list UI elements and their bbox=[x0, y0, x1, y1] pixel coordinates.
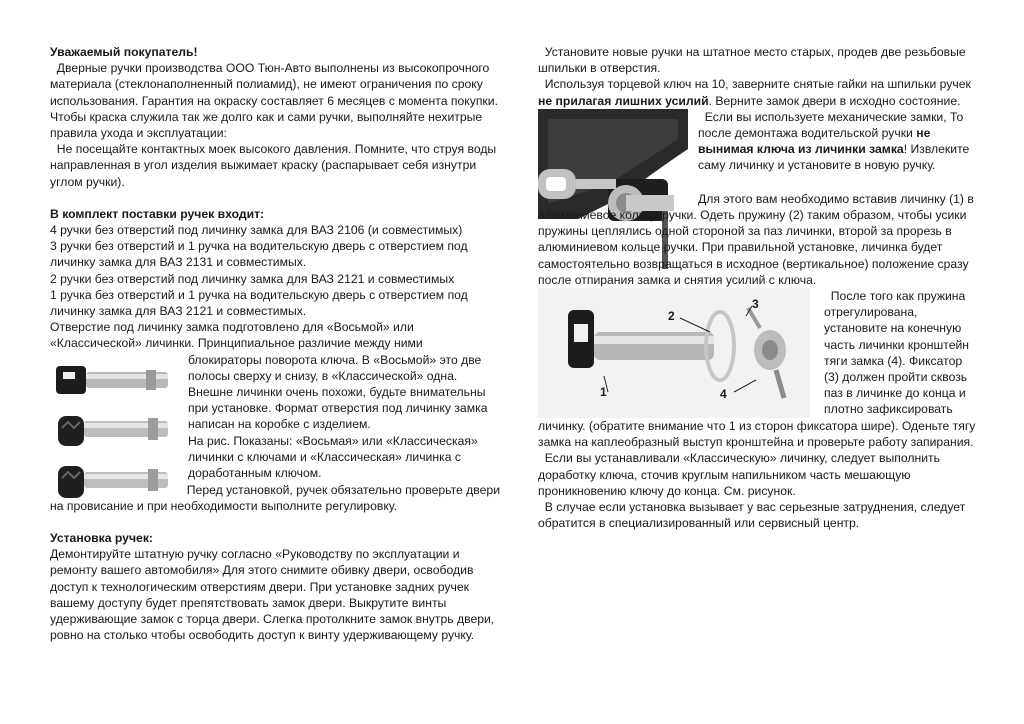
bracket-paragraph-end: личинку. (обратите внимание что 1 из сторон фиксатора шире). Оденьте тягу замка на каплеобразный выступ кронштейна и проверьте работу запирания. bbox=[538, 419, 976, 450]
install-step-2-end: . Верните замок двери в исходно состояние. bbox=[708, 93, 961, 108]
check-doors-paragraph: Перед установкой, ручек обязательно проверьте двери на провисание и при необходимости выполните регулировку. bbox=[50, 482, 504, 513]
kit-item-4: 1 ручка без отверстий и 1 ручка на водительскую дверь с отверстием под личинку замка для ВАЗ 2121 и совместимых. bbox=[50, 287, 468, 319]
lock-cylinder-icon bbox=[50, 358, 178, 508]
hole-paragraph-2: блокираторы поворота ключа. В «Восьмой» это две полосы сверху и снизу, в «Классической» одна. Внешне личинки очень похожи, будьте внимательны при установке. Формат отверстия под личинку замка написан на коробке с изделием. bbox=[188, 352, 488, 432]
install-heading: Установка ручек: bbox=[50, 531, 153, 546]
mechanical-locks-paragraph bbox=[698, 109, 978, 174]
kit-heading: В комплект поставки ручек входит: bbox=[50, 206, 265, 221]
classic-key-paragraph: Если вы устанавливали «Классическую» личинку, следует выполнить доработку ключа, сточив круглым напильником часть мешающую проникновению ключу до конца. См. рисунок. bbox=[538, 451, 944, 498]
greeting: Уважаемый покупатель! bbox=[50, 45, 198, 59]
install-paragraph: Демонтируйте штатную ручку согласно «Руководству по эксплуатации и ремонту вашего автомобиля» Для этого снимите обивку двери, освободив доступ к технологическим отверстиям двери. При установке задних ручек вашему доступу будет препятствовать замок двери. Выкрутите винты удерживающие замок с торца двери. Слегка протолкните замок внутрь двери, ровно на столько чтобы освободить доступ к винту удерживающему ручку. bbox=[50, 547, 495, 643]
install-step-2 bbox=[538, 76, 978, 108]
figure-label-1: 1 bbox=[600, 385, 607, 400]
mechanical-locks-bold: не вынимая ключа из личинки замка bbox=[698, 126, 934, 157]
mechanical-locks-text: Если вы используете механические замки, То после демонтажа водительской ручки bbox=[698, 109, 967, 141]
lock-cylinders-photo bbox=[50, 358, 178, 508]
install-step-2-text: Используя торцевой ключ на 10, заверните снятые гайки на шпильки ручек bbox=[538, 77, 975, 92]
hole-paragraph-3: На рис. Показаны: «Восьмая» или «Классическая» личинки с ключами и «Классическая» личинка с доработанным ключом. bbox=[188, 433, 478, 481]
bracket-paragraph: После того как пружина отрегулирована, установите на конечную часть личинки кронштейн тяги замка (4). Фиксатор (3) должен пройти сквозь паз в личинке до конца и плотно зафиксировать bbox=[824, 289, 973, 417]
kit-item-3: 2 ручки без отверстий под личинку замка для ВАЗ 2121 и совместимых bbox=[50, 271, 455, 286]
service-center-paragraph: В случае если установка вызывает у вас серьезные затруднения, следует обратится в специализированный или сервисный центр. bbox=[538, 500, 969, 531]
kit-item-2: 3 ручки без отверстий и 1 ручка на водительскую дверь с отверстием под личинку замка для ВАЗ 2131 и совместимых. bbox=[50, 239, 468, 270]
left-column bbox=[50, 44, 505, 643]
hole-paragraph-1: Отверстие под личинку замка подготовлено для «Восьмой» или «Классической» личинки. Принципиальное различие между ними bbox=[50, 320, 423, 351]
intro-paragraph-2: Не посещайте контактных моек высокого давления. Помните, что струя воды направленная в угол изделия выжимает краску (распарывает себя изнутри углом ручки). bbox=[50, 142, 500, 189]
assembly-photo bbox=[538, 288, 810, 418]
install-step-2-bold: не прилагая лишних усилий bbox=[538, 93, 709, 108]
cylinder-install-paragraph: Для этого вам необходимо вставив личинку (1) в алюминиевое кольцо ручки. Одеть пружину (2) таким образом, чтобы усики пружины цеплялись одной стороной за паз личинки, второй за прорезь в алюминиевом кольце ручки. При правильной установке, личинка будет самостоятельно возвращаться в исходное (вертикальное) положение сразу после отпирания замка и снятия усилий с ключа. bbox=[538, 191, 974, 287]
intro-paragraph-1: Дверные ручки производства ООО Тюн-Авто выполнены из высокопрочного материала (стеклонаполненный полиамид), не имеют ограничения по сроку использования. Гарантия на окраску составляет 6 месяцев с момента покупки. Чтобы краска служила так же долго как и сами ручки, выполняйте нехитрые правила ухода и эксплуатации: bbox=[50, 61, 502, 141]
figure-label-3: 3 bbox=[752, 297, 759, 312]
mechanical-locks-end: ! Извлеките саму личинку и установите в новую ручку. bbox=[698, 142, 973, 173]
kit-item-1: 4 ручки без отверстий под личинку замка для ВАЗ 2106 (и совместимых) bbox=[50, 223, 463, 238]
figure-label-2: 2 bbox=[668, 309, 675, 324]
figure-label-4: 4 bbox=[720, 387, 727, 402]
right-column bbox=[538, 44, 978, 531]
install-step-1: Установите новые ручки на штатное место старых, продев две резьбовые шпильки в отверстия. bbox=[538, 45, 970, 76]
